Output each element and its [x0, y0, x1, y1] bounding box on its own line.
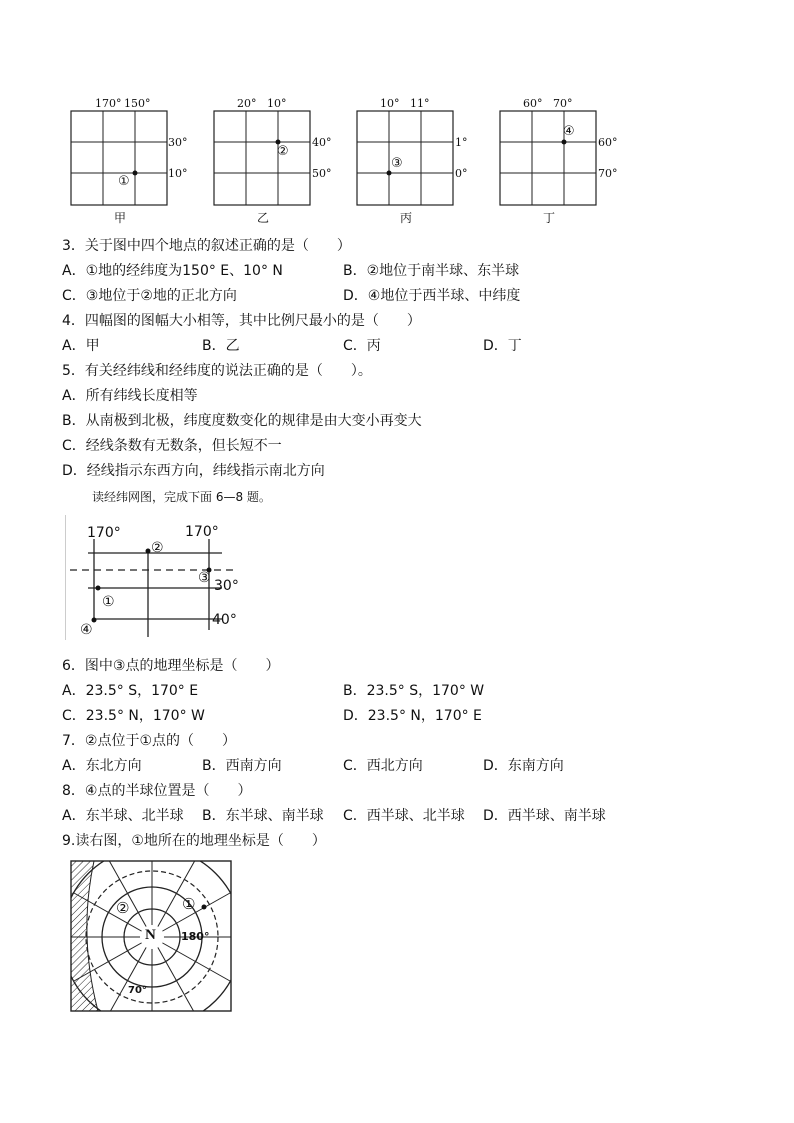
grid3-point-label: ③ [391, 156, 403, 171]
q7-stem: 7．②点位于①点的（ ） [62, 733, 237, 749]
grid2-point-label: ② [277, 144, 289, 159]
grid3-right-label-1: 1° [455, 136, 468, 149]
fig2-point-2 [146, 549, 151, 554]
q3-stem: 3．关于图中四个地点的叙述正确的是（ ） [62, 238, 351, 254]
q3-option-b: B．②地位于南半球、东半球 [343, 263, 520, 279]
grid1-graticule [70, 110, 168, 206]
q4-option-b: B．乙 [202, 338, 240, 354]
q8-option-d: D．西半球、南半球 [483, 808, 606, 824]
q7-option-d: D．东南方向 [483, 758, 564, 774]
grid4-right-label-1: 60° [598, 136, 618, 149]
grid3-graticule [356, 110, 454, 206]
grid3-top-label-2: 11° [410, 97, 430, 110]
q7-option-a: A．东北方向 [62, 758, 142, 774]
grid4-point [562, 140, 567, 145]
fig2-lon-label-left: 170° [87, 525, 121, 541]
polar-label-2: ② [116, 899, 130, 917]
figure-intro: 读经纬网图，完成下面 6—8 题。 [92, 490, 271, 504]
q6-option-c: C．23.5° N，170° W [62, 708, 205, 724]
fig2-lat-label-30: 30° [214, 578, 239, 594]
q4-stem: 4．四幅图的图幅大小相等，其中比例尺最小的是（ ） [62, 313, 421, 329]
q6-option-b: B．23.5° S，170° W [343, 683, 485, 699]
polar-lat-label: 70° [128, 985, 147, 996]
q5-option-d: D．经线指示东西方向，纬线指示南北方向 [62, 463, 325, 479]
grid3-right-label-2: 0° [455, 167, 468, 180]
polar-point-1 [202, 905, 207, 910]
q8-option-c: C．西半球、北半球 [343, 808, 465, 824]
grid4-top-label-2: 70° [553, 97, 573, 110]
grid3-top-label-1: 10° [380, 97, 400, 110]
q3-option-c: C．③地位于②地的正北方向 [62, 288, 237, 304]
q5-stem: 5．有关经纬线和经纬度的说法正确的是（ ）。 [62, 363, 372, 379]
grid1-right-label-1: 30° [168, 136, 188, 149]
fig2-label-4: ④ [80, 622, 93, 638]
north-pole-label: N [145, 927, 156, 943]
q7-option-c: C．西北方向 [343, 758, 423, 774]
grid2-right-label-2: 50° [312, 167, 332, 180]
q3-option-a: A．①地的经纬度为150° E、10° N [62, 263, 283, 279]
q4-option-c: C．丙 [343, 338, 381, 354]
q5-option-a: A．所有纬线长度相等 [62, 388, 198, 404]
fig2-lon-label-right: 170° [185, 524, 219, 540]
grid1-top-label-2: 150° [124, 97, 151, 110]
grid1-top-label-1: 170° [95, 97, 122, 110]
grid2-caption: 乙 [257, 211, 270, 225]
grid4-graticule [499, 110, 597, 206]
q6-option-d: D．23.5° N，170° E [343, 708, 482, 724]
q6-option-a: A．23.5° S，170° E [62, 683, 199, 699]
grid1-caption: 甲 [114, 211, 127, 225]
grid2-top-label-2: 10° [267, 97, 287, 110]
grid3-caption: 丙 [400, 211, 413, 225]
grid2-right-label-1: 40° [312, 136, 332, 149]
q4-option-a: A．甲 [62, 338, 100, 354]
q3-option-d: D．④地位于西半球、中纬度 [343, 288, 521, 304]
polar-label-1: ① [182, 895, 196, 913]
grid3-point [387, 171, 392, 176]
grid4-top-label-1: 60° [523, 97, 543, 110]
fig2-label-2: ② [151, 540, 164, 556]
grid1-right-label-2: 10° [168, 167, 188, 180]
grid4-caption: 丁 [543, 211, 556, 225]
polar-lon-label: 180° [181, 930, 210, 943]
q6-stem: 6．图中③点的地理坐标是（ ） [62, 658, 280, 674]
q4-option-d: D．丁 [483, 338, 522, 354]
q7-option-b: B．西南方向 [202, 758, 282, 774]
q5-option-b: B．从南极到北极，纬度度数变化的规律是由大变小再变大 [62, 413, 422, 429]
fig2-lat-label-40: 40° [212, 612, 237, 628]
fig2-label-1: ① [102, 594, 115, 610]
q5-option-c: C．经线条数有无数条，但长短不一 [62, 438, 282, 454]
grid2-top-label-1: 20° [237, 97, 257, 110]
q8-stem: 8．④点的半球位置是（ ） [62, 783, 252, 799]
grid1-point-label: ① [118, 174, 130, 189]
fig2-point-1 [96, 586, 101, 591]
fig2-label-3: ③ [198, 570, 211, 586]
grid2-graticule [213, 110, 311, 206]
q8-option-b: B．东半球、南半球 [202, 808, 324, 824]
q8-option-a: A．东半球、北半球 [62, 808, 184, 824]
grid4-point-label: ④ [563, 124, 575, 139]
q9-stem: 9.读右图，①地所在的地理坐标是（ ） [62, 833, 326, 849]
grid4-right-label-2: 70° [598, 167, 618, 180]
grid1-point [133, 171, 138, 176]
